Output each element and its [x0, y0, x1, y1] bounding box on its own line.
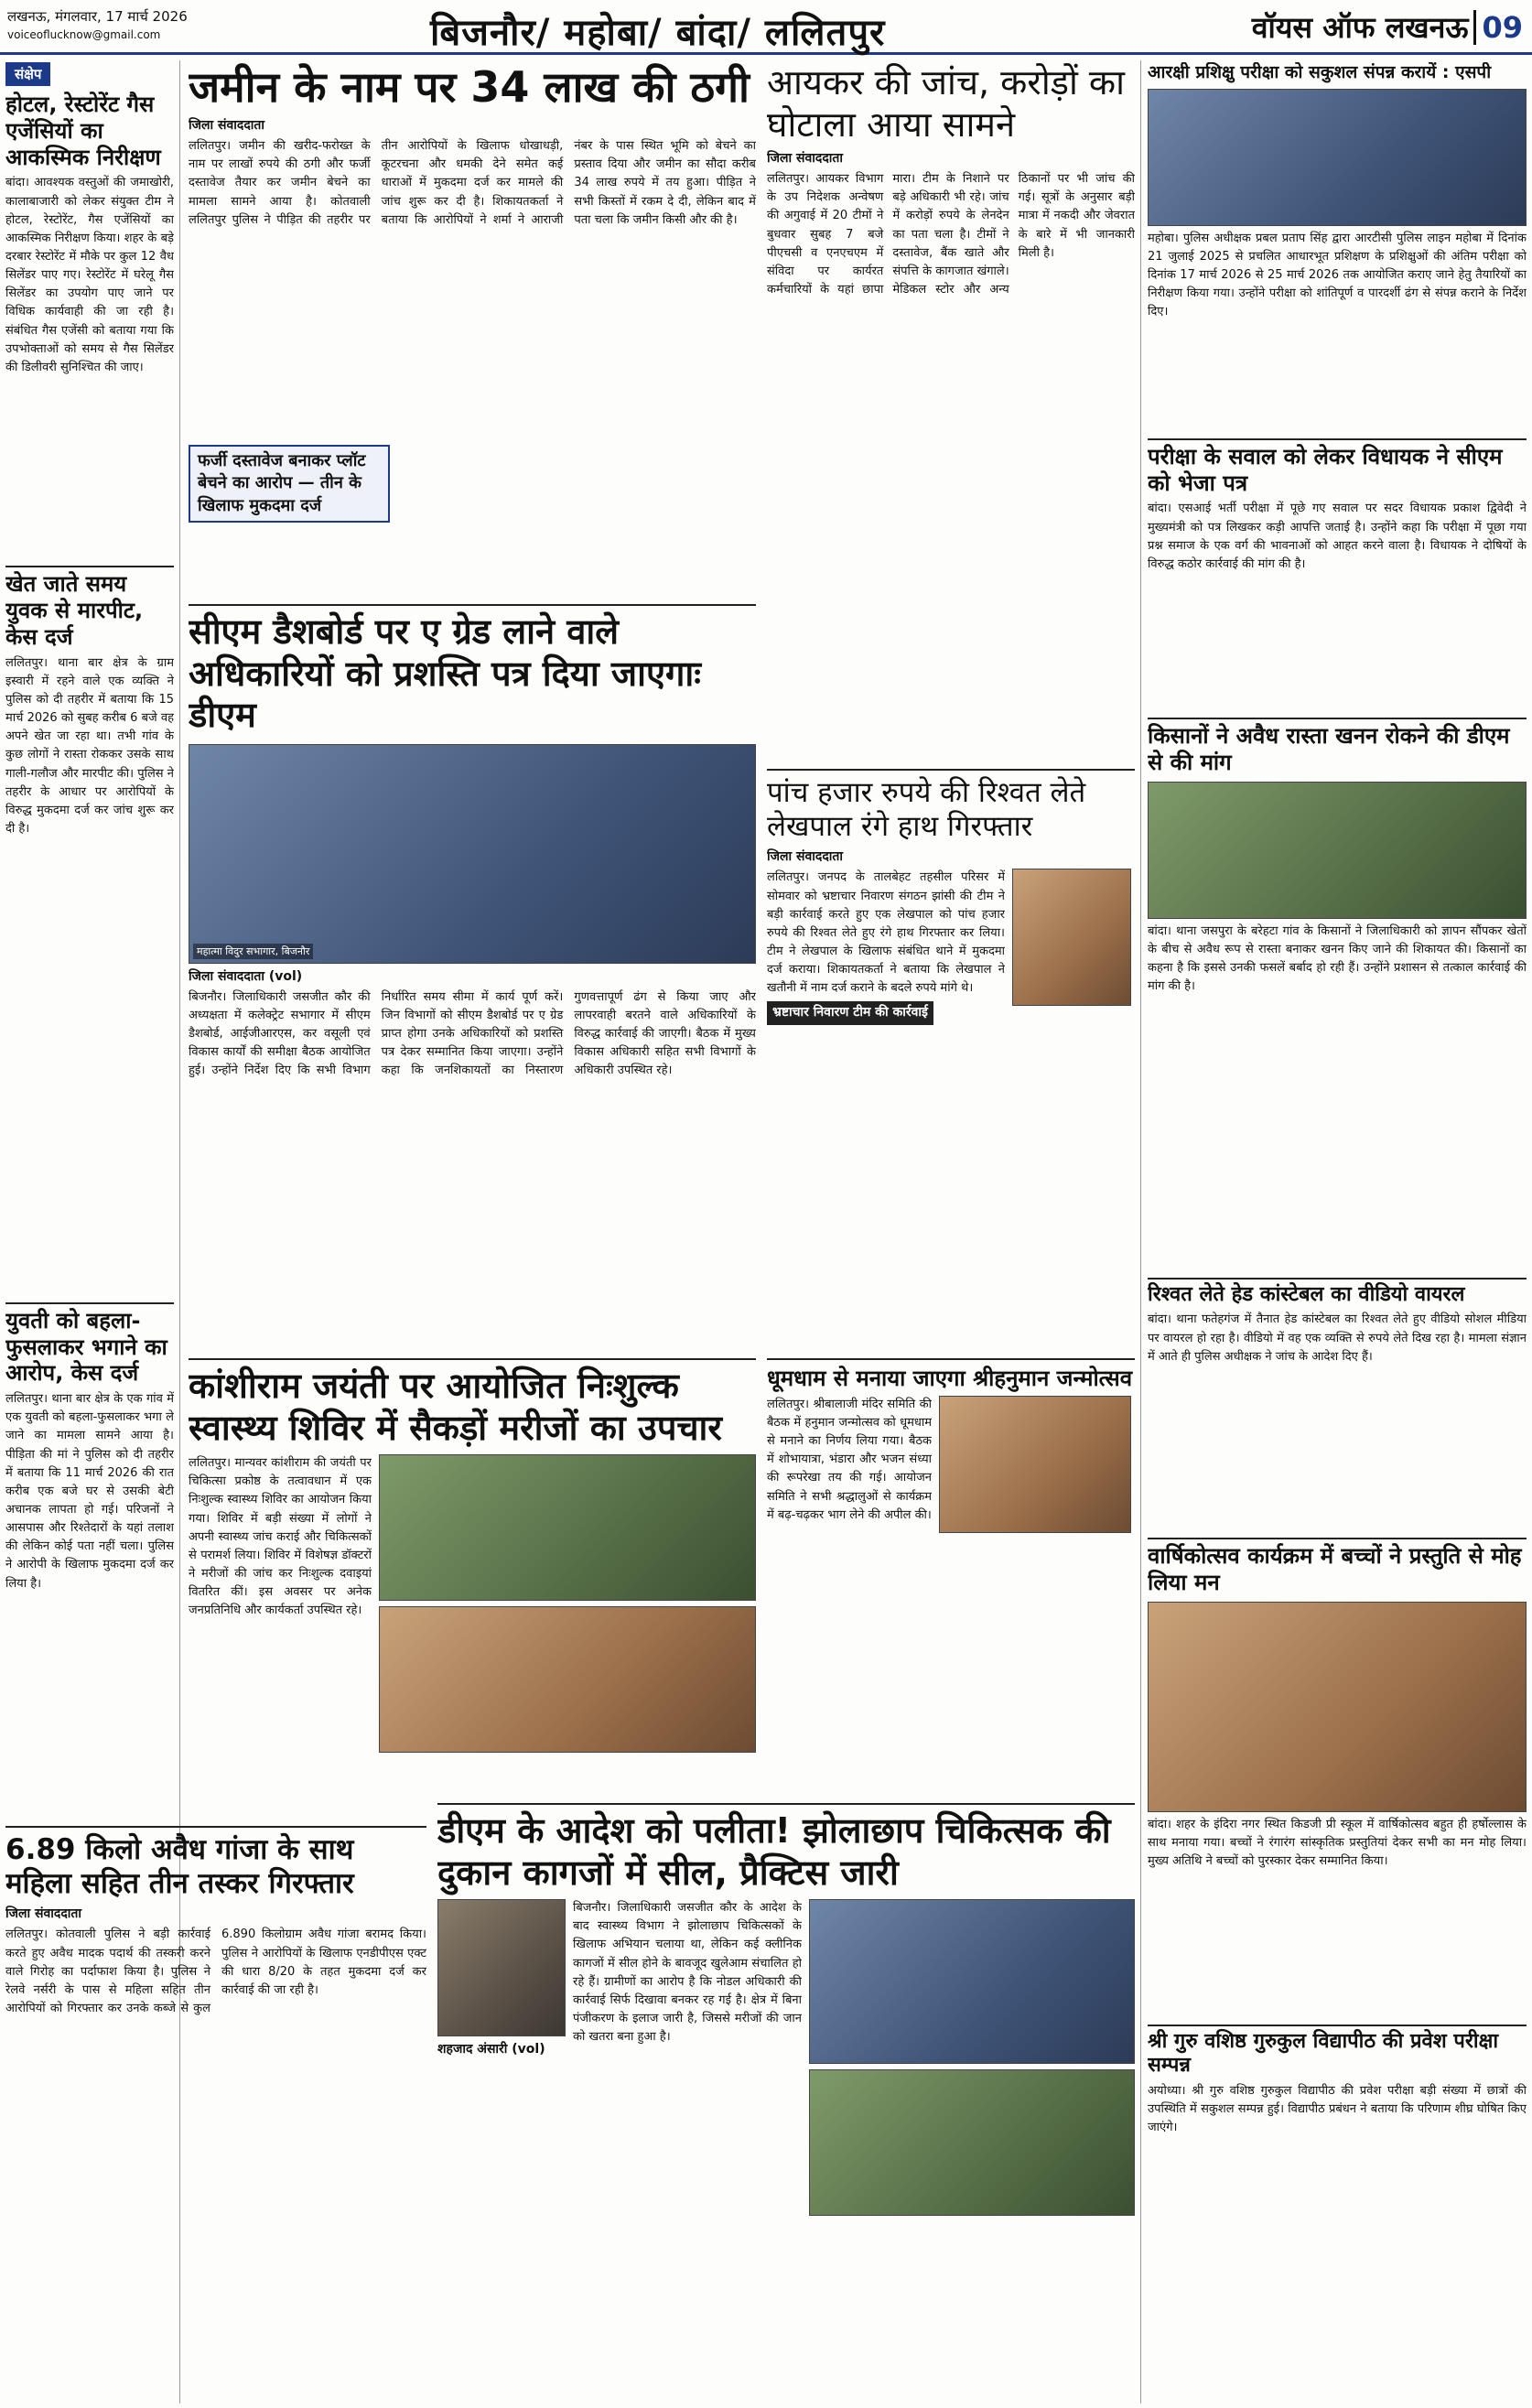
story-headline: परीक्षा के सवाल को लेकर विधायक ने सीएम को भेजा पत्र: [1148, 438, 1527, 497]
cm-dashboard-story: [189, 604, 756, 1355]
story-headline: सीएम डैशबोर्ड पर ए ग्रेड लाने वाले अधिकारियों को प्रशस्ति पत्र दिया जाएगाः डीएम: [189, 604, 756, 737]
story-body: महोबा। पुलिस अधीक्षक प्रबल प्रताप सिंह द्वारा आरटीसी पुलिस लाइन महोबा में दिनांक 21 जुलाई 2025 से प्रचलित आधारभूत प्रशिक्षण के प्रशिक्षुओं की अंतिम परीक्षा को दिनांक 17 मार्च 2026 से 25 मार्च 2026 तक आयोजित कराए जाने हेतु तैयारियों का निरीक्षण किया गया। उन्होंने परीक्षा को शांतिपूर्ण व पारदर्शी ढंग से संपन्न कराने के निर्देश दिए।: [1148, 231, 1527, 319]
story-byline: जिला संवाददाता: [5, 1906, 81, 1922]
story-headline: 6.89 किलो अवैध गांजा के साथ महिला सहित तीन तस्कर गिरफ्तार: [5, 1826, 426, 1901]
police-photo: [1148, 89, 1527, 226]
story-headline: पांच हजार रुपये की रिश्वत लेते लेखपाल रंगे हाथ गिरफ्तार: [767, 769, 1135, 844]
photo-grid: [379, 1454, 756, 1756]
story-byline: जिला संवाददाता: [767, 151, 843, 167]
accused-photo: [1012, 869, 1131, 1006]
clinic-photo: [809, 1899, 1135, 2064]
brief-tag: संक्षेप: [5, 62, 50, 86]
clinic-photo: [809, 2069, 1135, 2216]
story-body: [767, 869, 1005, 1262]
brief-headline: खेत जाते समय युवक से मारपीट, केस दर्ज: [5, 566, 174, 650]
camp-photo: [379, 1454, 756, 1601]
story-body: ललितपुर। जमीन की खरीद-फरोख्त के नाम पर लाखों रुपये की ठगी और फर्जी दस्तावेज तैयार कर जमीन बेचने का मामला सामने आया है। कोतवाली ललितपुर पुलिस ने पीड़ित की तहरीर पर तीन आरोपियों के खिलाफ धोखाधड़ी, कूटरचना और धमकी देने समेत कई धाराओं में मुकदमा दर्ज कर मामले की जांच शुरू कर दी है। शिकायतकर्ता ने बताया कि आरोपियों ने शर्मा ने आराजी नंबर के पास स्थित भूमि को बेचने का प्रस्ताव दिया और जमीन का सौदा करीब 34 लाख रुपये में तय हुआ। पीड़ित ने सभी किस्तों में रकम दे दी, लेकिन बाद में पता चला कि जमीन किसी और की है।: [189, 139, 756, 227]
masthead-dateline: [7, 7, 188, 44]
brief-headline: होटल, रेस्टोरेंट गैस एजेंसियों का आकस्मिक निरीक्षण: [5, 92, 161, 170]
story-body: ललितपुर। आयकर विभाग के उप निदेशक अन्वेषण की अगुवाई में 20 टीमों ने बुधवार सुबह 7 बजे पीएचसी व एनएचएम में संविदा पर कार्यरत कर्मचारियों के यहां छापा मारा। टीम के निशाने पर बड़े अधिकारी भी रहे। जांच में करोड़ों रुपये के लेनदेन का पता चला है। टीमों ने दस्तावेज, बैंक खाते और संपत्ति के कागजात खंगाले। मेडिकल स्टोर और अन्य ठिकानों पर भी जांच की गई। सूत्रों के अनुसार बड़ी मात्रा में नकदी और जेवरात के बारे में भी जानकारी मिली है।: [767, 172, 1135, 297]
contact-email: voiceoflucknow@gmail.com: [7, 28, 161, 41]
story-headline: कांशीराम जयंती पर आयोजित निःशुल्क स्वास्थ्य शिविर में सैकड़ों मरीजों का उपचार: [189, 1358, 756, 1449]
story-body: बांदा। थाना जसपुरा के बरेहटा गांव के किसानों ने जिलाधिकारी को ज्ञापन सौंपकर खेतों के बीच से अवैध रूप से रास्ता बनाकर खनन किए जाने की शिकायत की। किसानों का कहना है कि इससे उनकी फसलें बर्बाद हो रही हैं। उन्होंने प्रशासन से तत्काल कार्रवाई की मांग की है।: [1148, 923, 1527, 994]
story-body-text: ललितपुर। जनपद के तालबेहट तहसील परिसर में सोमवार को भ्रष्टाचार निवारण संगठन झांसी की टीम ने बड़ी कार्रवाई करते हुए एक लेखपाल को पांच हजार रुपये की रिश्वत लेते हुए रंगे हाथ गिरफ्तार कर लिया। टीम ने लेखपाल के खिलाफ संबंधित थाने में मुकदमा दर्ज कराया। शिकायतकर्ता ने बताया कि लेखपाल ने खतौनी में नाम दर्ज कराने के बदले रुपये मांगे थे।: [767, 870, 1005, 996]
story-headline: आरक्षी प्रशिक्षु परीक्षा को सकुशल संपन्न करायें : एसपी: [1148, 62, 1492, 82]
story-sidebar: [437, 1899, 566, 2375]
story-byline: शहजाद अंसारी (vol): [437, 2042, 545, 2057]
right-column: [1148, 62, 1527, 2403]
section-title: बिजनौर/ महोबा/ बांदा/ ललितपुर: [430, 12, 886, 54]
story-headline: आयकर की जांच, करोड़ों का घोटाला आया सामने: [767, 62, 1125, 145]
story-body: ललितपुर। श्रीबालाजी मंदिर समिति की बैठक में हनुमान जन्मोत्सव को धूमधाम से मनाने का निर्णय लिया गया। बैठक में शोभायात्रा, भंडारा और भजन संध्या की रूपरेखा तय की गई। आयोजन समिति ने सभी श्रद्धालुओं से कार्यक्रम में बढ़-चढ़कर भाग लेने की अपील की।: [767, 1397, 932, 1522]
brand-name: वॉयस ऑफ लखनऊ: [1251, 10, 1469, 45]
brief-body: ललितपुर। थाना बार क्षेत्र के ग्राम इस्वारी में रहने वाले एक व्यक्ति ने पुलिस को दी तहरीर में बताया कि 15 मार्च 2026 को सुबह करीब 6 बजे वह अपने खेत जा रहा था। तभी गांव के कुछ लोगों ने रास्ता रोककर उसके साथ गाली-गलौज और मारपीट की। पुलिस ने तहरीर के आधार पर आरोपियों के विरुद्ध मुकदमा दर्ज कर जांच शुरू कर दी है।: [5, 655, 174, 837]
story-body: ललितपुर। कोतवाली पुलिस ने बड़ी कार्रवाई करते हुए अवैध मादक पदार्थ की तस्करी करने वाले गिरोह का पर्दाफाश किया है। पुलिस ने रेलवे नर्सरी के पास से महिला सहित तीन आरोपियों को गिरफ्तार कर उनके कब्जे से कुल 6.890 किलोग्राम अवैध गांजा बरामद किया। पुलिस ने आरोपियों के खिलाफ एनडीपीएस एक्ट की धारा 8/20 के तहत मुकदमा दर्ज कर कार्रवाई की जा रही है।: [5, 1927, 426, 2015]
story-byline: जिला संवाददाता (vol): [189, 968, 303, 984]
school-event-photo: [1148, 1602, 1527, 1812]
clinic-photo: [437, 1899, 566, 2036]
story-content: [437, 1899, 1135, 2375]
story-content: [189, 1454, 756, 1756]
story-headline: डीएम के आदेश को पलीता! झोलाछाप चिकित्सक की दुकान कागजों में सील, प्रैक्टिस जारी: [437, 1803, 1135, 1894]
meeting-photo: [189, 744, 756, 964]
land-fraud-story: [189, 62, 756, 602]
story-body: बांदा। शहर के इंदिरा नगर स्थित किडजी प्री स्कूल में वार्षिकोत्सव बहुत ही हर्षोल्लास के साथ मनाया गया। बच्चों ने रंगारंग सांस्कृतिक प्रस्तुतियां देकर सभी का मन मोह लिया। मुख्य अतिथि ने बच्चों को पुरस्कार देकर सम्मानित किया।: [1148, 1817, 1527, 1869]
brand: [1252, 7, 1523, 47]
story-headline: जमीन के नाम पर 34 लाख की ठगी: [189, 62, 750, 112]
story-body: अयोध्या। श्री गुरु वशिष्ठ गुरुकुल विद्यापीठ की प्रवेश परीक्षा बड़ी संख्या में छात्रों की उपस्थिति में सकुशल सम्पन्न हुई। विद्यापीठ प्रबंधन ने बताया कि परिणाम शीघ्र घोषित किए जाएंगे।: [1148, 2083, 1527, 2135]
column-rule: [1140, 60, 1141, 2403]
story-callout: फर्जी दस्तावेज बनाकर प्लॉट बेचने का आरोप — तीन के खिलाफ मुकदमा दर्ज: [189, 445, 390, 523]
quack-doctor-story: [437, 1803, 1135, 2403]
story-body: बिजनौर। जिलाधिकारी जसजीत कौर की अध्यक्षता में कलेक्ट्रेट सभागार में सीएम डैशबोर्ड, आईजीआरएस, कर वसूली एवं विकास कार्यों की समीक्षा बैठक आयोजित हुई। उन्होंने निर्देश दिए कि सभी विभाग निर्धारित समय सीमा में कार्य पूर्ण करें। जिन विभागों को सीएम डैशबोर्ड पर ए ग्रेड प्राप्त होगा उनके अधिकारियों को प्रशस्ति पत्र देकर सम्मानित किया जाएगा। उन्होंने कहा कि जनशिकायतों का निस्तारण गुणवत्तापूर्ण ढंग से किया जाए और लापरवाही बरतने वाले अधिकारियों के विरुद्ध कार्रवाई की जाएगी। बैठक में मुख्य विकास अधिकारी सहित सभी विभागों के अधिकारी उपस्थित रहे।: [189, 989, 756, 1078]
photo-caption: महात्मा विदुर सभागार, बिजनौर: [193, 944, 313, 959]
brief-body: ललितपुर। थाना बार क्षेत्र के एक गांव में एक युवती को बहला-फुसलाकर भगा ले जाने का मामला सामने आया है। पीड़िता की मां ने पुलिस को दी तहरीर में बताया कि 11 मार्च 2026 की रात करीब एक बजे घर से उसकी बेटी अचानक लापता हो गई। परिजनों ने आसपास और रिश्तेदारों के यहां तलाश की लेकिन कोई पता नहीं चला। पुलिस ने आरोपी के खिलाफ मुकदमा दर्ज कर लिया है।: [5, 1392, 174, 1591]
story-byline: जिला संवाददाता: [767, 849, 843, 865]
brief-body: बांदा। आवश्यक वस्तुओं की जमाखोरी, कालाबाजारी को लेकर संयुक्त टीम ने होटल, रेस्टोरेंट, गैस एजेंसियों का आकस्मिक निरीक्षण किया। शहर के बड़े दरबार रेस्टोरेंट में मौके पर कुल 12 वैध सिलेंडर पाए गए। रेस्टोरेंट में घरेलू गैस सिलेंडर का उपयोग पाए जाने पर विधिक कार्यवाही की जा रही है। संबंधित गैस एजेंसी को बताया गया कि उपभोक्ताओं को समय से गैस सिलेंडर की डिलीवरी सुनिश्चित की जाए।: [5, 176, 174, 374]
income-tax-story: [767, 62, 1135, 758]
brief-headline: युवती को बहला-फुसलाकर भगाने का आरोप, केस दर्ज: [5, 1302, 174, 1387]
hanuman-story: [767, 1358, 1135, 1724]
story-content: [767, 1396, 1135, 1689]
story-headline: धूमधाम से मनाया जाएगा श्रीहनुमान जन्मोत्सव: [767, 1358, 1135, 1392]
story-subhead: भ्रष्टाचार निवारण टीम की कार्रवाई: [767, 1001, 933, 1025]
page-number: 09: [1473, 10, 1523, 45]
story-content: [767, 869, 1135, 1262]
temple-photo: [939, 1396, 1131, 1533]
story-headline: किसानों ने अवैध रास्ता खनन रोकने की डीएम से की मांग: [1148, 718, 1527, 776]
ganja-story: [5, 1826, 426, 2403]
story-body: बांदा। एसआई भर्ती परीक्षा में पूछे गए सवाल पर सदर विधायक प्रकाश द्विवेदी ने मुख्यमंत्री को पत्र लिखकर कड़ी आपत्ति जताई है। उन्होंने कहा कि परीक्षा में पूछा गया प्रश्न समाज के एक वर्ग की भावनाओं को आहत करने वाला है। विधायक ने दोषियों के विरुद्ध कठोर कार्रवाई की मांग की है।: [1148, 502, 1527, 571]
masthead: [0, 0, 1532, 55]
story-body: बांदा। थाना फतेहगंज में तैनात हेड कांस्टेबल का रिश्वत लेते हुए वीडियो सोशल मीडिया पर वायरल हो रहा है। वीडियो में वह एक व्यक्ति से रुपये लेते दिख रहा है। मामला संज्ञान में आते ही पुलिस अधीक्षक ने जांच के आदेश दिए हैं।: [1148, 1312, 1527, 1364]
story-byline: जिला संवाददाता: [189, 118, 264, 134]
story-headline: रिश्वत लेते हेड कांस्टेबल का वीडियो वायरल: [1148, 1278, 1527, 1307]
lekhpal-bribe-story: [767, 769, 1135, 1355]
story-headline: वार्षिकोत्सव कार्यक्रम में बच्चों ने प्रस्तुति से मोह लिया मन: [1148, 1538, 1527, 1596]
camp-photo: [379, 1606, 756, 1753]
issue-date: लखनऊ, मंगलवार, 17 मार्च 2026: [7, 8, 188, 25]
story-headline: श्री गुरु वशिष्ठ गुरुकुल विद्यापीठ की प्रवेश परीक्षा सम्पन्न: [1148, 2025, 1527, 2079]
farmers-photo: [1148, 782, 1527, 919]
story-body: बिजनौर। जिलाधिकारी जसजीत कौर के आदेश के बाद स्वास्थ्य विभाग ने झोलाछाप चिकित्सकों के खिलाफ अभियान चलाया था, लेकिन कई क्लीनिक कागजों में सील होने के बावजूद खुलेआम संचालित हो रहे हैं। ग्रामीणों का आरोप है कि नोडल अधिकारी की कार्रवाई सिर्फ दिखावा बनकर रह गई है। क्षेत्र में बिना पंजीकरण के इलाज जारी है, जिससे मरीजों की जान को खतरा बना हुआ है।: [573, 1901, 802, 2045]
health-camp-story: [189, 1358, 756, 1798]
story-body: ललितपुर। मान्यवर कांशीराम की जयंती पर चिकित्सा प्रकोष्ठ के तत्वावधान में एक निःशुल्क स्वास्थ्य शिविर का आयोजन किया गया। शिविर में बड़ी संख्या में लोगों ने अपनी स्वास्थ्य जांच कराई और चिकित्सकों से परामर्श लिया। शिविर में विशेषज्ञ डॉक्टरों ने मरीजों की जांच कर निःशुल्क दवाइयां वितरित कीं। इस अवसर पर अनेक जनप्रतिनिधि और कार्यकर्ता उपस्थित रहे।: [189, 1456, 372, 1618]
photo-grid: [809, 1899, 1135, 2375]
